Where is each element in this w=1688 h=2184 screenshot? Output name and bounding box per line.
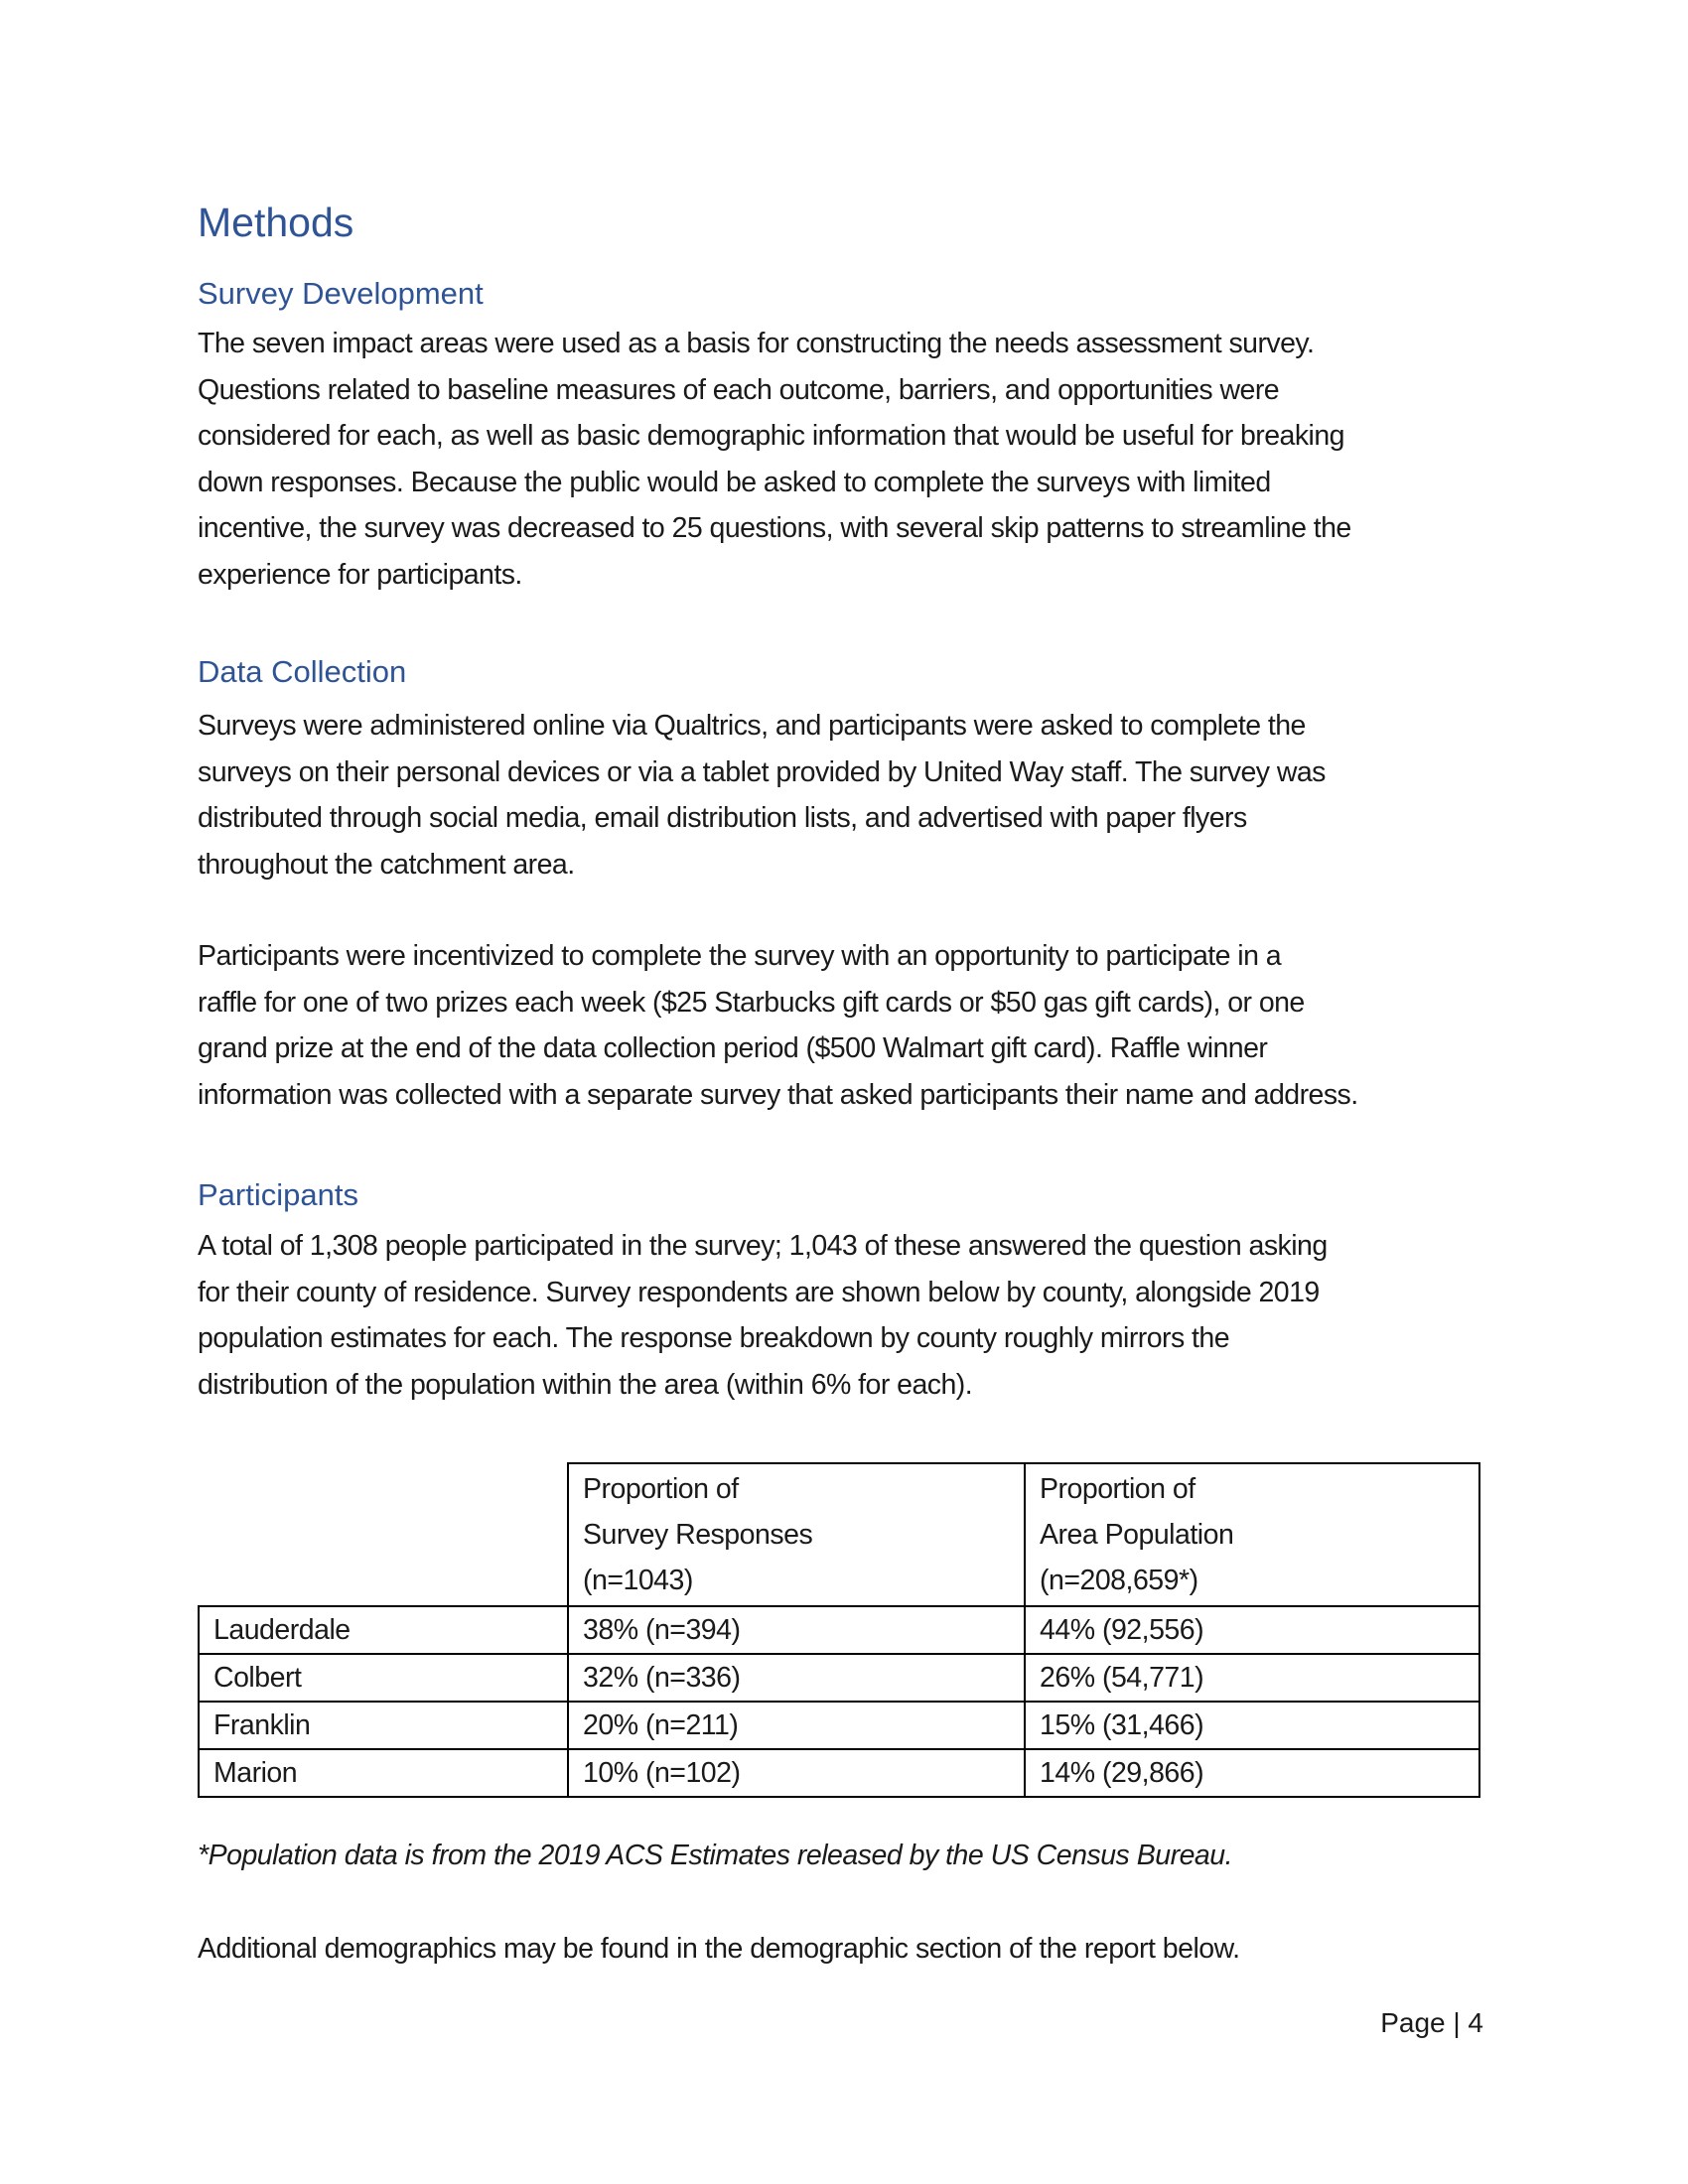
population-proportion-cell: 26% (54,771) bbox=[1025, 1654, 1479, 1702]
survey-proportion-cell: 20% (n=211) bbox=[568, 1702, 1025, 1749]
additional-demographics-note: Additional demographics may be found in the demographic section of the report below. bbox=[198, 1933, 1240, 1965]
text-line: down responses. Because the public would be asked to complete the surveys with limited bbox=[198, 466, 1271, 498]
text-line: population estimates for each. The response breakdown by county roughly mirrors the bbox=[198, 1322, 1229, 1354]
header-text: Area Population bbox=[1040, 1519, 1234, 1551]
text-line: distribution of the population within the area (within 6% for each). bbox=[198, 1368, 973, 1401]
text-line: Surveys were administered online via Qualtrics, and participants were asked to complete the bbox=[198, 710, 1306, 742]
header-cell-area-population bbox=[1025, 1463, 1479, 1606]
population-proportion-cell: 15% (31,466) bbox=[1025, 1702, 1479, 1749]
data-collection-paragraph-1 bbox=[198, 703, 1488, 887]
table-row bbox=[199, 1749, 1479, 1797]
survey-proportion-cell: 32% (n=336) bbox=[568, 1654, 1025, 1702]
header-text: Proportion of bbox=[583, 1473, 739, 1505]
text-line: The seven impact areas were used as a basis for constructing the needs assessment survey. bbox=[198, 328, 1315, 359]
text-line: Participants were incentivized to complete the survey with an opportunity to participate in a bbox=[198, 940, 1282, 972]
page-number: Page | 4 bbox=[1380, 2007, 1483, 2038]
header-text: (n=208,659*) bbox=[1040, 1565, 1198, 1596]
table-footnote: *Population data is from the 2019 ACS Estimates released by the US Census Bureau. bbox=[198, 1840, 1233, 1871]
text-line: throughout the catchment area. bbox=[198, 848, 575, 881]
text-line: Questions related to baseline measures of each outcome, barriers, and opportunities were bbox=[198, 373, 1280, 406]
header-cell-survey-responses bbox=[568, 1463, 1025, 1606]
section-heading-survey-development: Survey Development bbox=[198, 276, 484, 311]
county-cell: Lauderdale bbox=[199, 1606, 568, 1654]
county-cell: Marion bbox=[199, 1749, 568, 1797]
section-heading-data-collection: Data Collection bbox=[198, 654, 407, 689]
table-row bbox=[199, 1702, 1479, 1749]
participants-paragraph bbox=[198, 1223, 1488, 1408]
county-cell: Colbert bbox=[199, 1654, 568, 1702]
survey-proportion-cell: 10% (n=102) bbox=[568, 1749, 1025, 1797]
header-cell-empty bbox=[199, 1463, 568, 1606]
population-proportion-cell: 44% (92,556) bbox=[1025, 1606, 1479, 1654]
text-line: grand prize at the end of the data collection period ($500 Walmart gift card). Raffle winner bbox=[198, 1032, 1268, 1064]
text-line: experience for participants. bbox=[198, 558, 522, 591]
population-proportion-cell: 14% (29,866) bbox=[1025, 1749, 1479, 1797]
section-heading-participants: Participants bbox=[198, 1177, 358, 1212]
text-line: A total of 1,308 people participated in the survey; 1,043 of these answered the question asking bbox=[198, 1230, 1328, 1262]
text-line: incentive, the survey was decreased to 25 questions, with several skip patterns to streamline the bbox=[198, 512, 1351, 544]
page-title: Methods bbox=[198, 200, 354, 245]
text-line: raffle for one of two prizes each week ($25 Starbucks gift cards or $50 gas gift cards), or one bbox=[198, 986, 1305, 1019]
table-row bbox=[199, 1606, 1479, 1654]
header-text: Proportion of bbox=[1040, 1473, 1196, 1505]
header-text: Survey Responses bbox=[583, 1519, 813, 1551]
text-line: information was collected with a separate survey that asked participants their name and address. bbox=[198, 1078, 1358, 1111]
text-line: distributed through social media, email distribution lists, and advertised with paper flyers bbox=[198, 802, 1247, 834]
text-line: surveys on their personal devices or via a tablet provided by United Way staff. The survey was bbox=[198, 755, 1326, 788]
header-text: (n=1043) bbox=[583, 1565, 693, 1596]
table-row bbox=[199, 1654, 1479, 1702]
table-header-row bbox=[199, 1463, 1479, 1606]
text-line: considered for each, as well as basic demographic information that would be useful for breaking bbox=[198, 420, 1344, 452]
county-proportion-table bbox=[198, 1462, 1480, 1798]
survey-proportion-cell: 38% (n=394) bbox=[568, 1606, 1025, 1654]
county-cell: Franklin bbox=[199, 1702, 568, 1749]
survey-development-paragraph bbox=[198, 321, 1488, 598]
data-collection-paragraph-2 bbox=[198, 933, 1488, 1118]
text-line: for their county of residence. Survey respondents are shown below by county, alongside 2019 bbox=[198, 1276, 1320, 1308]
